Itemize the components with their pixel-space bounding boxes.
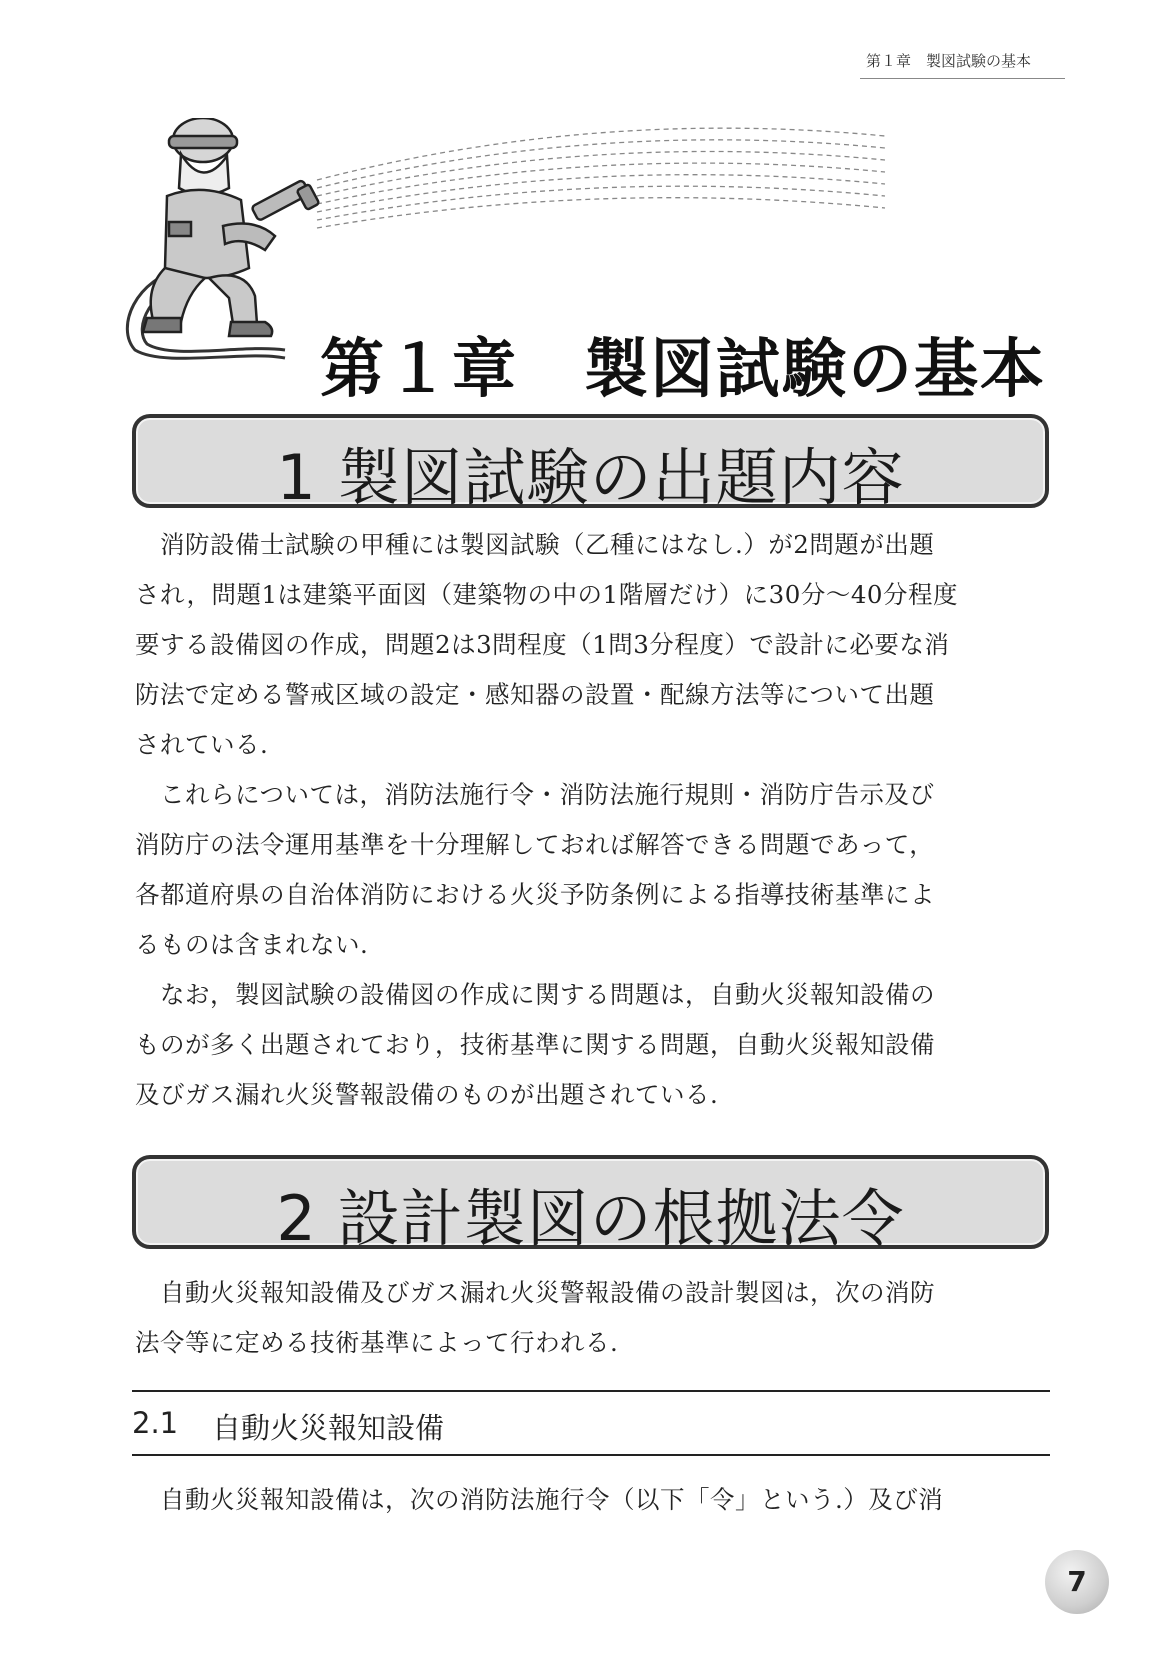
text-line: なお，製図試験の設備図の作成に関する問題は，自動火災報知設備の	[135, 980, 935, 1009]
section-2-heading: 2 設計製図の根拠法令	[276, 1182, 905, 1255]
chapter-title: 第１章 製図試験の基本	[320, 333, 1046, 407]
water-spray-icon	[317, 128, 885, 228]
section-1-paragraph-1	[135, 520, 1055, 770]
text-line: 消防設備士試験の甲種には製図試験（乙種にはなし.）が2問題が出題	[135, 530, 935, 559]
section-1-heading: 1 製図試験の出題内容	[276, 441, 905, 514]
text-line: ものが多く出題されており，技術基準に関する問題，自動火災報知設備	[135, 1030, 935, 1059]
text-line: 自動火災報知設備及びガス漏れ火災警報設備の設計製図は，次の消防	[135, 1278, 935, 1307]
header-rule	[860, 78, 1065, 79]
text-line: 防法で定める警戒区域の設定・感知器の設置・配線方法等について出題	[135, 680, 935, 709]
subsection-2-1	[132, 1390, 1050, 1456]
running-header-text: 第１章 製図試験の基本	[866, 52, 1032, 70]
page-number: 7	[1045, 1550, 1109, 1614]
nozzle-icon	[251, 180, 319, 221]
section-2-paragraph-1	[135, 1268, 1055, 1368]
firefighter-body-icon	[143, 118, 275, 336]
text-line: 自動火災報知設備は，次の消防法施行令（以下「令」という.）及び消	[135, 1485, 944, 1514]
text-line: されている.	[135, 730, 269, 759]
running-header	[860, 50, 1065, 71]
section-2-box	[132, 1155, 1049, 1255]
text-line: 要する設備図の作成，問題2は3問程度（1問3分程度）で設計に必要な消	[135, 630, 950, 659]
text-line: 各都道府県の自治体消防における火災予防条例による指導技術基準によ	[135, 880, 935, 909]
text-line: 消防庁の法令運用基準を十分理解しておれば解答できる問題であって，	[135, 830, 935, 859]
text-line: 及びガス漏れ火災警報設備のものが出題されている.	[135, 1080, 719, 1109]
section-1-paragraph-2	[135, 770, 1055, 970]
section-1-box	[132, 414, 1049, 514]
subsection-title: 自動火災報知設備	[212, 1411, 445, 1445]
text-line: これらについては，消防法施行令・消防法施行規則・消防庁告示及び	[135, 780, 935, 809]
text-line: 法令等に定める技術基準によって行われる.	[135, 1328, 619, 1357]
text-line: るものは含まれない.	[135, 930, 369, 959]
text-line: され，問題1は建築平面図（建築物の中の1階層だけ）に30分～40分程度	[135, 580, 958, 609]
subsection-number: 2.1	[132, 1406, 179, 1440]
subsection-paragraph	[135, 1475, 1055, 1525]
section-1-paragraph-3	[135, 970, 1055, 1120]
